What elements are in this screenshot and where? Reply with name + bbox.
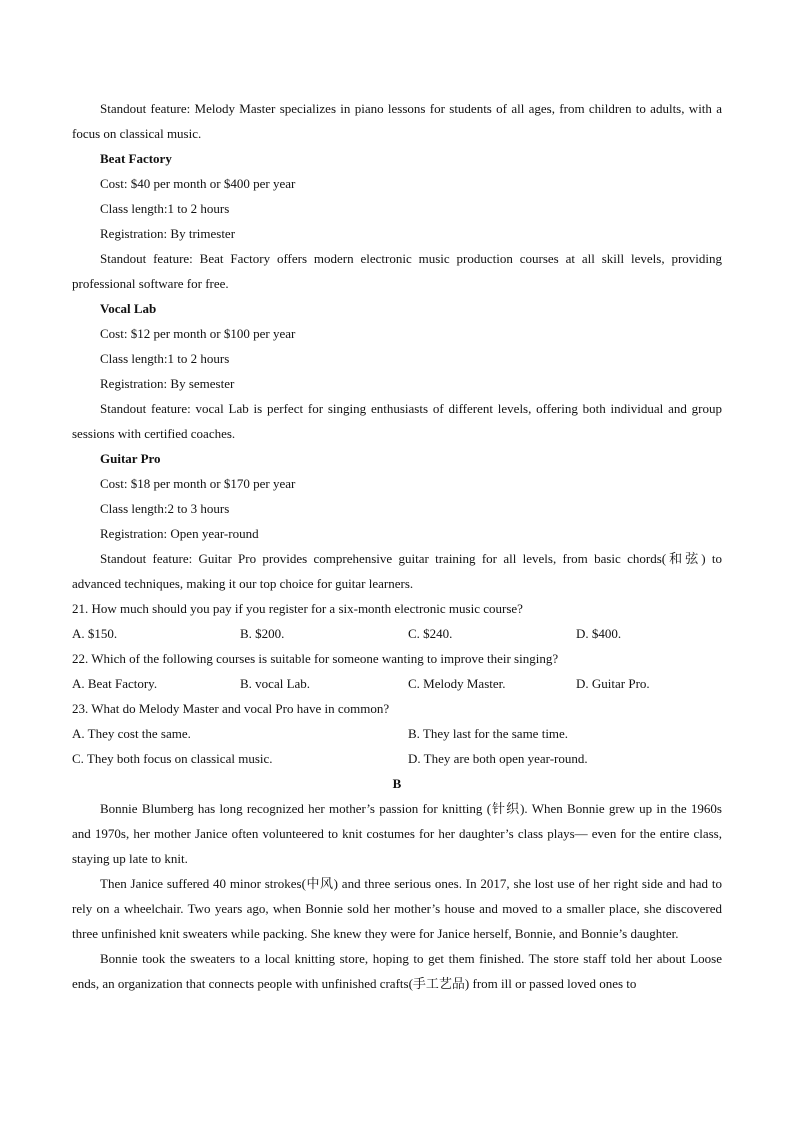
- question-23-stem: 23. What do Melody Master and vocal Pro have in common?: [72, 701, 390, 716]
- section-b-label: B: [392, 776, 402, 791]
- vocal-lab-cost: Cost: $12 per month or $100 per year: [100, 326, 296, 341]
- beat-factory-feature: Standout feature: Beat Factory offers modern electronic music production courses at all skill levels, providing professional software for free.: [72, 251, 722, 291]
- question-21-option-b: B. $200.: [240, 626, 285, 641]
- question-23-option-a: A. They cost the same.: [72, 726, 191, 741]
- guitar-pro-feature: Standout feature: Guitar Pro provides comprehensive guitar training for all levels, from basic chords(和弦) to advanced techniques, making it our top choice for guitar learners.: [72, 551, 722, 591]
- section-b-paragraph-2: Then Janice suffered 40 minor strokes(中风) and three serious ones. In 2017, she lost use of her right side and had to rely on a wheelchair. Two years ago, when Bonnie sold her mother’s house and moved to a smaller place, she discovered three unfinished knit sweaters while packing. She knew they were for Janice herself, Bonnie, and Bonnie’s daughter.: [72, 876, 722, 941]
- question-21-option-a: A. $150.: [72, 626, 118, 641]
- question-23-option-b: B. They last for the same time.: [408, 726, 569, 741]
- vocal-lab-class-length: Class length:1 to 2 hours: [100, 351, 230, 366]
- question-21-option-d: D. $400.: [576, 626, 622, 641]
- question-22-option-a: A. Beat Factory.: [72, 676, 158, 691]
- question-23-option-d: D. They are both open year-round.: [408, 751, 588, 766]
- question-23-options-row-2: [72, 746, 722, 771]
- beat-factory-cost: Cost: $40 per month or $400 per year: [100, 176, 296, 191]
- vocal-lab-heading: Vocal Lab: [100, 301, 157, 316]
- question-21-option-c: C. $240.: [408, 626, 453, 641]
- question-23-options-row-1: [72, 721, 722, 746]
- guitar-pro-heading: Guitar Pro: [100, 451, 161, 466]
- question-22-options: [72, 671, 722, 696]
- beat-factory-registration: Registration: By trimester: [100, 226, 236, 241]
- section-b-paragraph-1: Bonnie Blumberg has long recognized her mother’s passion for knitting (针织). When Bonnie grew up in the 1960s and 1970s, her mother Janice often volunteered to knit costumes for her daughter’s class plays— even for the entire class, staying up late to knit.: [72, 801, 722, 866]
- question-22-option-c: C. Melody Master.: [408, 676, 506, 691]
- question-22-option-b: B. vocal Lab.: [240, 676, 311, 691]
- document-page: [72, 96, 722, 996]
- section-b-paragraph-3: Bonnie took the sweaters to a local knitting store, hoping to get them finished. The store staff told her about Loose ends, an organization that connects people with unfinished crafts(手工艺品) from ill or passed loved ones to: [72, 951, 722, 991]
- question-21-stem: 21. How much should you pay if you register for a six-month electronic music course?: [72, 601, 523, 616]
- question-21-options: [72, 621, 722, 646]
- melody-master-feature: Standout feature: Melody Master specializes in piano lessons for students of all ages, from children to adults, with a focus on classical music.: [72, 101, 722, 141]
- vocal-lab-feature: Standout feature: vocal Lab is perfect for singing enthusiasts of different levels, offering both individual and group sessions with certified coaches.: [72, 401, 722, 441]
- question-23-option-c: C. They both focus on classical music.: [72, 751, 273, 766]
- beat-factory-class-length: Class length:1 to 2 hours: [100, 201, 230, 216]
- vocal-lab-registration: Registration: By semester: [100, 376, 235, 391]
- guitar-pro-cost: Cost: $18 per month or $170 per year: [100, 476, 296, 491]
- guitar-pro-class-length: Class length:2 to 3 hours: [100, 501, 230, 516]
- guitar-pro-registration: Registration: Open year-round: [100, 526, 259, 541]
- question-22-option-d: D. Guitar Pro.: [576, 676, 650, 691]
- question-22-stem: 22. Which of the following courses is suitable for someone wanting to improve their singing?: [72, 651, 559, 666]
- beat-factory-heading: Beat Factory: [100, 151, 172, 166]
